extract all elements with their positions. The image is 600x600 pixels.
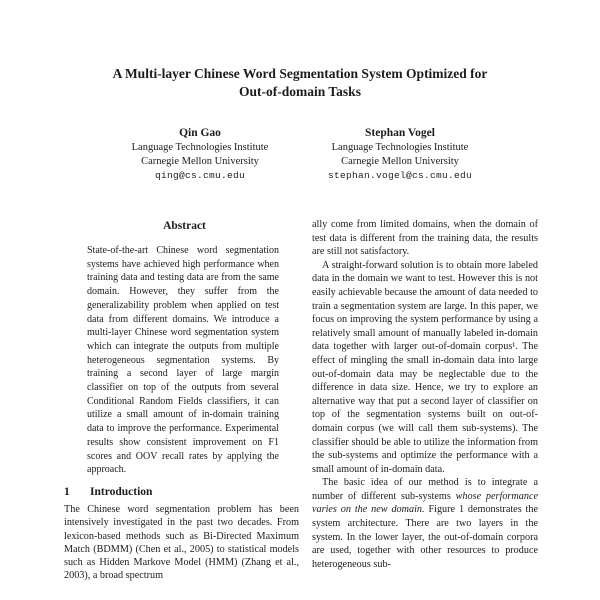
author-1-affiliation-institute: Language Technologies Institute xyxy=(131,142,269,153)
author-2-affiliation-university: Carnegie Mellon University xyxy=(341,155,459,167)
paper-title xyxy=(0,65,600,100)
right-column-paragraph-3 xyxy=(312,476,538,571)
introduction-paragraph: The Chinese word segmentation problem has been intensively investigated in the past two decades. From lexicon-based methods such as Bi-Directed Maximum Match (BDMM) (Chen et al., 2005) to statistical models such as Hidden Markove Model (HMM) (Zhang et al., 2003), a broad spectrum xyxy=(64,503,299,582)
paragraph-3-text: The basic idea of our method is to integrate a number of different sub-systems xyxy=(312,477,538,502)
abstract-text: State-of-the-art Chinese word segmentation systems have achieved high performance when training data and testing data are from the same domain. However, they suffer from the generalizability problem when applied on test data from different domains. We introduce a multi-layer Chinese word segmentation system which can integrate the outputs from multiple heterogeneous segmentation systems. By training a second layer of large margin classifier on top of the outputs from several Conditional Random Fields classifiers, it can utilize a small amount of in-domain training data to improve the performance. Experimental results show consistent improvement on F1 scores and OOV recall rates by applying the approach. xyxy=(87,245,279,476)
author-1-name: Qin Gao xyxy=(179,127,221,139)
section-1-heading xyxy=(64,485,299,499)
abstract-heading: Abstract xyxy=(163,220,206,232)
author-1 xyxy=(100,126,300,183)
author-1-email: qing@cs.cmu.edu xyxy=(154,170,245,181)
author-2-name: Stephan Vogel xyxy=(365,127,435,139)
two-column-body xyxy=(64,218,538,600)
paper-title-line-1: A Multi-layer Chinese Word Segmentation System Optimized for xyxy=(112,66,488,81)
author-2 xyxy=(300,126,500,183)
paper-title-line-2: Out-of-domain Tasks xyxy=(239,83,361,99)
author-2-affiliation-institute: Language Technologies Institute xyxy=(331,142,469,153)
left-column xyxy=(64,218,299,600)
paragraph-3-text-continued: Figure 1 demonstrates the system architecture. There are two layers in the system. In the lower layer, the out-of-domain corpora are used, together with other resources to produce heterogeneous sub- xyxy=(312,504,538,570)
author-1-affiliation-university: Carnegie Mellon University xyxy=(141,155,259,167)
right-column xyxy=(312,218,538,600)
right-column-paragraph-2: A straight-forward solution is to obtain more labeled data in the domain we want to test. However this is not easily achievable because the amount of data needed to train a segmentation system are large. In this paper, we focus on improving the system performance by using a relatively small amount of manually labeled in-domain data together with larger out-of-domain corpus¹. The effect of mingling the small in-domain data into large out-of-domain data may be neglectable due to the difference in data size. Hence, we try to explore an alternative way that put a second layer of classifier on top of the segmentation systems built on out-of-domain corpus (we will call them sub-systems). The classifier should be able to utilize the information from the sub-systems and optimize the performance with a small amount of in-domain data. xyxy=(312,259,538,475)
section-1-title: Introduction xyxy=(90,485,153,498)
section-1-number: 1 xyxy=(64,485,70,498)
paragraph-3-italic-phrase: whose performance varies on the new domain. xyxy=(312,490,538,516)
author-2-email: stephan.vogel@cs.cmu.edu xyxy=(327,170,473,181)
author-block xyxy=(0,126,600,183)
right-column-paragraph-1: ally come from limited domains, when the domain of test data is different from the training data, the results are still not satisfactory. xyxy=(312,219,538,258)
